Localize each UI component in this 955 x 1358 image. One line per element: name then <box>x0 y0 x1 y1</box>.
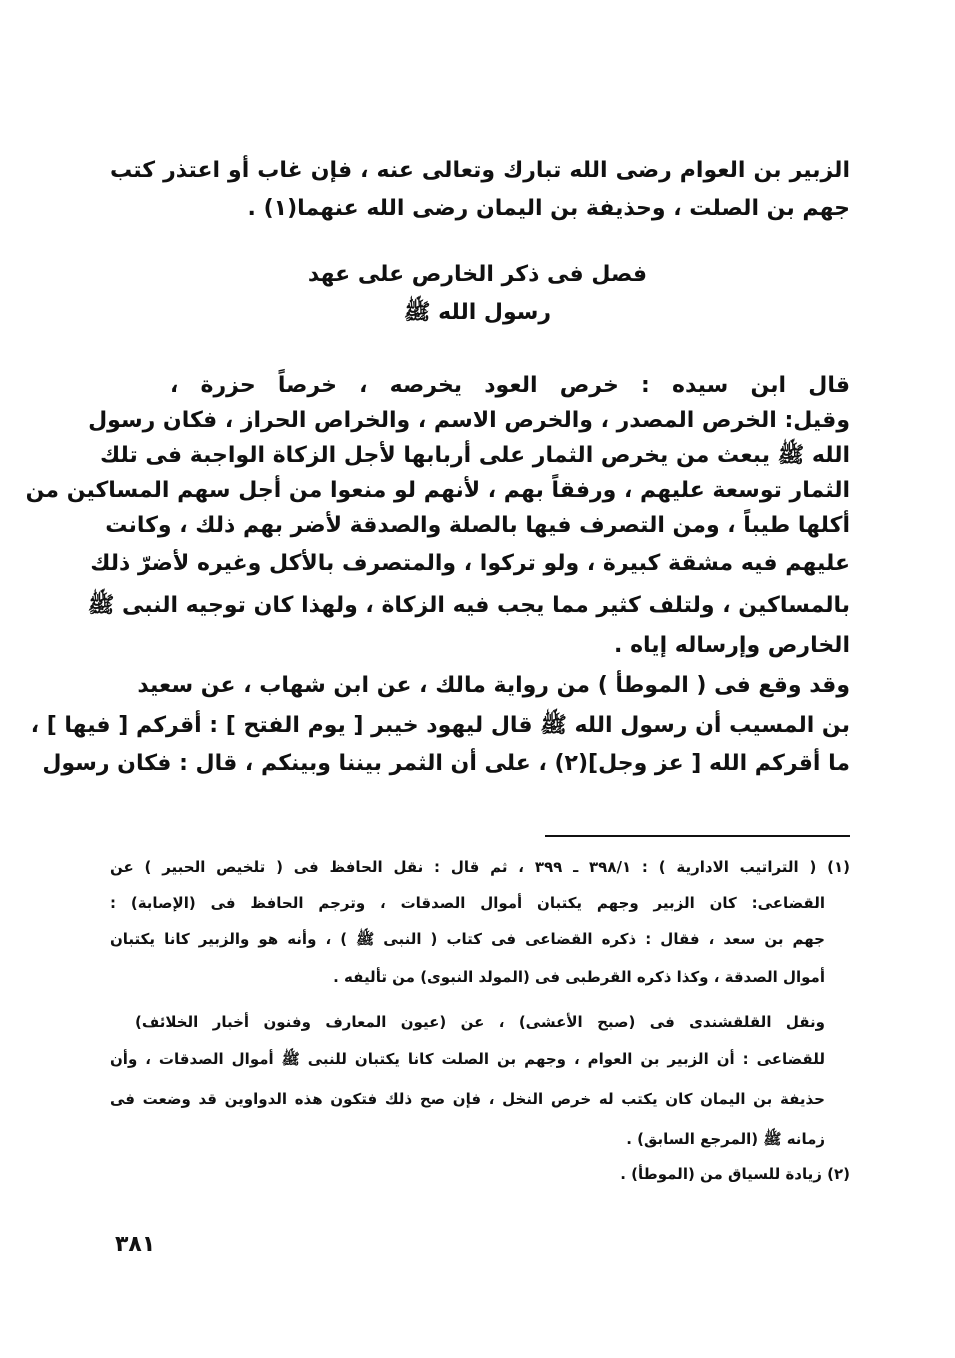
paragraph1-line-3: الله ﷺ يبعث من يخرص الثمار على أربابها لأجل الزكاة الواجبة فى تلك <box>100 443 850 468</box>
paragraph2-line-2: بن المسيب أن رسول الله ﷺ قال ليهود خيبر [ يوم الفتح ] : أقركم [ فيها ] ، <box>30 713 850 738</box>
paragraph2-line-3: ما أقركم الله [ عز وجل](٢) ، على أن الثمر بيننا وبينكم ، قال : فكان رسول <box>42 751 850 776</box>
paragraph1-line-6: عليهم فيه مشقة كبيرة ، ولو تركوا ، والمتصرف بالأكل وغيره لأضرّ ذلك <box>90 551 850 576</box>
footnote-1-line-6: للقضاعى : أن الزبير بن العوام ، وجهم بن الصلت كانا يكتبان للنبى ﷺ أموال الصدقات ، وأن <box>110 1050 825 1068</box>
paragraph1-line-1: قال ابن سيده : خرص العود يخرصه ، خرصاً حزرة ، <box>170 373 850 398</box>
paragraph1-line-7: بالمساكين ، ولتلف كثير مما يجب فيه الزكاة ، ولهذا كان توجيه النبى ﷺ <box>87 593 850 618</box>
footnote-1-line-4: أموال الصدقة ، وكذا ذكره القرطبى فى (المولد النبوى) من تأليفه . <box>333 968 825 986</box>
footnote-2: (٢) زيادة للسياق من (الموطأ) . <box>620 1165 850 1183</box>
footnote-1-line-5: ونقل القلقشندى فى (صبح الأعشى) ، عن (عيون المعارف وفنون أخبار الخلائف) <box>135 1013 825 1031</box>
top-paragraph-line-1: الزبير بن العوام رضى الله تبارك وتعالى عنه ، فإن غاب أو اعتذر كتب <box>110 158 850 183</box>
footnote-separator <box>545 835 850 837</box>
footnote-1-line-3: جهم بن سعد ، فقال : ذكره القضاعى فى كتاب ( النبى ﷺ ) ، وأنه هو والزبير كانا يكتبان <box>110 930 825 948</box>
footnote-1-line-7: حذيفة بن اليمان كان يكتب له خرص النخل ، فإن صح ذلك فتكون هذه الدواوين قد وضعت فى <box>110 1090 825 1108</box>
paragraph2-line-1: وقد وقع فى ( الموطأ ) من رواية مالك ، عن ابن شهاب ، عن سعيد <box>137 673 850 698</box>
paragraph1-line-8: الخارص وإرساله إياه . <box>614 633 850 658</box>
paragraph1-line-5: أكلها طيباً ، ومن التصرف فيها بالصلة والصدقة لأضر بهم ذلك ، وكانت <box>105 513 850 538</box>
top-paragraph-line-2: جهم بن الصلت ، وحذيفة بن اليمان رضى الله عنهما(١) . <box>247 196 850 221</box>
paragraph1-line-2: وقيل: الخرص المصدر ، والخرص الاسم ، والخراص الحراز ، فكان رسول <box>88 408 850 433</box>
paragraph1-line-4: الثمار توسعة عليهم ، ورفقاً بهم ، لأنهم لو منعوا من أجل سهم المساكين من <box>25 478 850 503</box>
footnote-1-line-1: (١) ( التراتيب الادارية ) : ٣٩٨/١ ـ ٣٩٩ ، ثم قال : نقل الحافظ فى ( تلخيص الحبير ) عن <box>110 858 851 876</box>
page-number: ٣٨١ <box>115 1232 156 1257</box>
footnote-1-line-8: زمانه ﷺ (المرجع السابق) . <box>626 1130 825 1148</box>
section-heading-line-1: فصل فى ذكر الخارص على عهد <box>307 262 648 287</box>
section-heading-line-2: رسول الله ﷺ <box>403 300 552 325</box>
footnote-1-line-2: القضاعى: كان الزبير وجهم يكتبان أموال الصدقات ، وترجم الحافظ فى (الإصابة) : <box>110 894 825 912</box>
